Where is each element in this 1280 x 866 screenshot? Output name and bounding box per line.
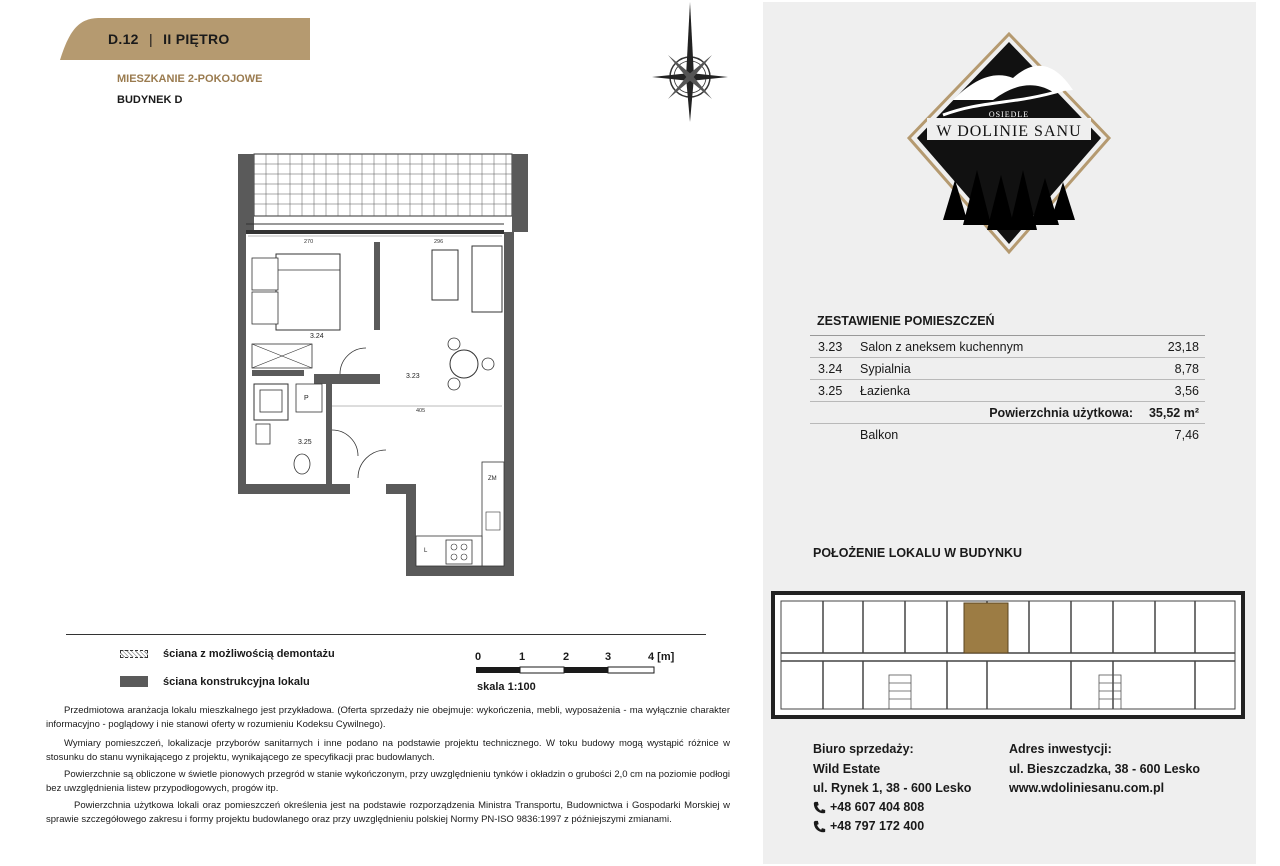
scale-tick-3: 3 (605, 651, 612, 663)
investment-address: ul. Bieszczadzka, 38 - 600 Lesko (1009, 762, 1201, 776)
fixture-L: L (424, 548, 428, 554)
phone-2[interactable]: +48 797 172 400 (830, 819, 925, 833)
highlighted-unit (964, 603, 1008, 653)
location-title: POŁOŻENIE LOKALU W BUDYNKU (813, 546, 1023, 560)
note-3: Powierzchnie są obliczone w świetle pionowych przegród w stanie wykończonym, przy uwzględnieniu tynków i okładzin o grubości 2,0 cm na poziomie podłogi bez uwzględnienia listew przypodłogowych, progów itp. (46, 769, 730, 794)
floor-plan (236, 152, 534, 580)
dim-296: 296 (434, 239, 444, 245)
balcony-label: Balkon (860, 428, 899, 442)
table-row (810, 380, 1205, 402)
phone-icon (813, 820, 826, 838)
total-label: Powierzchnia użytkowa: (989, 406, 1133, 420)
compass-icon (648, 0, 732, 125)
phone-1[interactable]: +48 607 404 808 (830, 800, 925, 814)
room-name: Łazienka (860, 384, 911, 398)
header-separator: | (148, 31, 153, 47)
note-2: Wymiary pomieszczeń, lokalizacje przyborów sanitarnych i inne podano na podstawie projektu technicznego. W toku budowy mogą wystąpić różnice w stosunku do stanu wynikającego z projektu, wynikającego ze specyfikacji prac budowlanych. (46, 738, 730, 763)
fixture-P: P (304, 395, 309, 402)
scale-bar (476, 666, 658, 674)
note-4: Powierzchnia użytkowa lokali oraz pomieszczeń określenia jest na podstawie rozporządzenia Ministra Transportu, Budownictwa i Gospodarki Morskiej w sprawie szczegółowego zakresu i formy projektu budowlanego oraz przy uwzględnieniu polskiej Normy PN-ISO 9836:1997 z późniejszymi zmianami. (46, 800, 730, 825)
balcony-row (810, 424, 1205, 446)
dim-270: 270 (304, 239, 314, 245)
balcony (254, 154, 512, 216)
sales-address: ul. Rynek 1, 38 - 600 Lesko (813, 781, 972, 795)
room-area: 8,78 (1174, 362, 1199, 376)
website-link[interactable]: www.wdoliniesanu.com.pl (1009, 781, 1165, 795)
sales-office-title: Biuro sprzedaży: (813, 742, 914, 756)
room-name: Sypialnia (860, 362, 911, 376)
room-no: 3.24 (818, 362, 843, 376)
legend-demountable: ściana z możliwością demontażu (163, 648, 335, 660)
total-value: 35,52 m² (1148, 406, 1199, 420)
room-area: 23,18 (1167, 340, 1199, 354)
scale-tick-4: 4 [m] (648, 651, 675, 663)
logo-line2: W DOLINIE SANU (936, 123, 1082, 140)
total-row (810, 402, 1205, 424)
room-label-3-25: 3.25 (298, 439, 312, 446)
phone-icon (813, 801, 826, 819)
note-1: Przedmiotowa aranżacja lokalu mieszkalnego jest przykładowa. (Oferta sprzedaży nie obejmuje: wykończenia, mebli, wyposażenia - ma wyłącznie charakter informacyjno - poglądowy i nie stanowi oferty w rozumieniu Kodeksu Cywilnego). (46, 705, 730, 730)
legend-divider (66, 634, 706, 635)
room-no: 3.25 (818, 384, 843, 398)
room-name: Salon z aneksem kuchennym (860, 340, 1024, 354)
building-location-map (771, 591, 1245, 719)
sales-company: Wild Estate (813, 762, 881, 776)
unit-code: D.12 (108, 31, 139, 47)
scale-tick-0: 0 (475, 651, 482, 663)
apartment-type: MIESZKANIE 2-POKOJOWE (117, 73, 263, 85)
fixture-ZM: ZM (488, 476, 497, 482)
demountable-wall-swatch (120, 650, 148, 658)
logo (903, 30, 1115, 260)
dim-405: 405 (416, 408, 426, 414)
scale-tick-2: 2 (563, 651, 570, 663)
scale-tick-1: 1 (519, 651, 526, 663)
bed (276, 254, 340, 330)
legend-structural: ściana konstrukcyjna lokalu (163, 676, 310, 688)
investment-title: Adres inwestycji: (1009, 742, 1112, 756)
room-label-3-23: 3.23 (406, 373, 420, 380)
scale-label: skala 1:100 (477, 681, 536, 693)
room-area: 3,56 (1174, 384, 1199, 398)
table-row (810, 336, 1205, 358)
room-no: 3.23 (818, 340, 843, 354)
logo-line1: OSIEDLE (988, 110, 1030, 119)
unit-header (108, 31, 230, 47)
building-label: BUDYNEK D (117, 94, 183, 106)
room-label-3-24: 3.24 (310, 333, 324, 340)
rooms-table-title: ZESTAWIENIE POMIESZCZEŃ (817, 314, 995, 328)
structural-wall-swatch (120, 676, 148, 687)
floor-label: II PIĘTRO (163, 31, 230, 47)
table-row (810, 358, 1205, 380)
balcony-value: 7,46 (1174, 428, 1199, 442)
